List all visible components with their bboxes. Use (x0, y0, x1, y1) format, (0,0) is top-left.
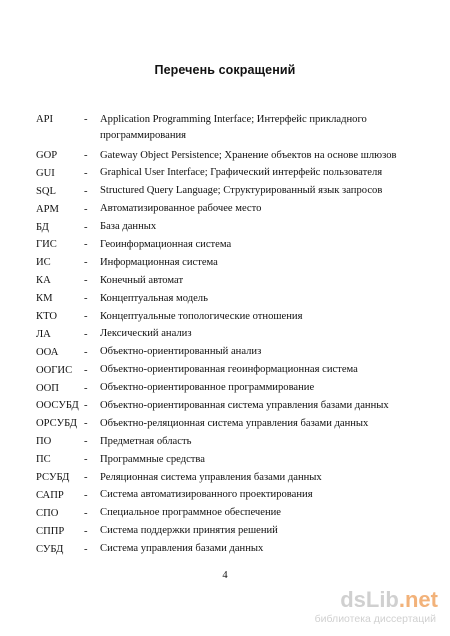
separator-dash: - (84, 507, 88, 519)
list-item (0, 328, 450, 346)
separator-dash: - (84, 418, 88, 430)
abbreviation-description: Объектно-реляционная система управления базами данных (100, 417, 369, 429)
abbreviation-description: Автоматизированное рабочее место (100, 203, 262, 215)
list-item (0, 238, 450, 256)
list-item (0, 399, 450, 417)
separator-dash: - (84, 167, 88, 179)
separator-dash: - (84, 400, 88, 412)
abbreviation-list (0, 113, 450, 560)
list-item (0, 507, 450, 525)
abbreviation-description: Система автоматизированного проектирования (100, 489, 313, 501)
list-item (0, 417, 450, 435)
separator-dash: - (84, 472, 88, 484)
abbreviation-term: ИС (36, 257, 51, 269)
page-title: Перечень сокращений (154, 63, 296, 77)
abbreviation-description: Лексический анализ (100, 328, 192, 340)
abbreviation-term: РСУБД (36, 472, 70, 484)
abbreviation-description: Предметная область (100, 435, 192, 447)
separator-dash: - (84, 454, 88, 466)
abbreviation-term: ЛА (36, 328, 51, 340)
list-item (0, 346, 450, 364)
abbreviation-term: КТО (36, 311, 58, 323)
abbreviation-description: Реляционная система управления базами данных (100, 471, 322, 483)
separator-dash: - (84, 436, 88, 448)
abbreviation-term: ГИС (36, 239, 57, 251)
list-item (0, 489, 450, 507)
abbreviation-description: Application Programming Interface; Интерфейс прикладного программирования (100, 113, 367, 141)
list-item (0, 167, 450, 185)
list-item (0, 471, 450, 489)
watermark-subtitle: библиотека диссертаций (314, 613, 436, 625)
abbreviation-description: База данных (100, 221, 157, 233)
list-item (0, 382, 450, 400)
abbreviation-description: Объектно-ориентированный анализ (100, 346, 262, 358)
abbreviation-term: БД (36, 221, 49, 233)
watermark-logo (308, 588, 438, 628)
abbreviation-description: Gateway Object Persistence; Хранение объектов на основе шлюзов (100, 149, 397, 161)
abbreviation-term: SQL (36, 185, 57, 197)
separator-dash: - (84, 257, 88, 269)
list-item (0, 435, 450, 453)
watermark-logo-text (340, 588, 438, 612)
list-item (0, 525, 450, 543)
abbreviation-term: GUI (36, 167, 55, 179)
abbreviation-term: API (36, 114, 54, 125)
abbreviation-description: Graphical User Interface; Графический интерфейс пользователя (100, 167, 383, 179)
page-number: 4 (222, 570, 228, 581)
separator-dash: - (84, 364, 88, 376)
watermark-logo-suffix: .net (398, 587, 438, 612)
separator-dash: - (84, 346, 88, 358)
abbreviation-description: Система управления базами данных (100, 543, 264, 555)
abbreviation-term: СУБД (36, 543, 64, 555)
abbreviation-term: КМ (36, 293, 53, 305)
abbreviation-term: ООГИС (36, 364, 73, 376)
separator-dash: - (84, 311, 88, 323)
abbreviation-term: АРМ (36, 203, 59, 215)
list-item (0, 256, 450, 274)
list-item (0, 292, 450, 310)
separator-dash: - (84, 150, 88, 161)
abbreviation-term: ООА (36, 346, 59, 358)
list-item (0, 149, 450, 167)
abbreviation-term: СПО (36, 507, 59, 519)
watermark-logo-main: dsLib (340, 587, 399, 612)
abbreviation-description: Информационная система (100, 256, 218, 268)
list-item (0, 543, 450, 561)
list-item (0, 364, 450, 382)
abbreviation-description: Объектно-ориентированная система управления базами данных (100, 399, 389, 411)
abbreviation-term: САПР (36, 489, 64, 501)
separator-dash: - (84, 382, 88, 394)
separator-dash: - (84, 203, 88, 215)
abbreviation-term: ООСУБД (36, 400, 79, 412)
abbreviation-description: Система поддержки принятия решений (100, 525, 278, 537)
separator-dash: - (84, 543, 88, 555)
list-item (0, 453, 450, 471)
abbreviation-term: ОРСУБД (36, 418, 78, 430)
separator-dash: - (84, 185, 88, 197)
separator-dash: - (84, 525, 88, 537)
separator-dash: - (84, 489, 88, 501)
abbreviation-term: ПО (36, 436, 52, 448)
abbreviation-description: Программные средства (100, 453, 205, 465)
abbreviation-term: GOP (36, 150, 58, 161)
abbreviation-term: КА (36, 275, 51, 287)
separator-dash: - (84, 275, 88, 287)
abbreviation-description: Structured Query Language; Структурированный язык запросов (100, 185, 383, 197)
abbreviation-description: Объектно-ориентированная геоинформационная система (100, 364, 358, 376)
list-item (0, 274, 450, 292)
list-item (0, 310, 450, 328)
abbreviation-description: Специальное программное обеспечение (100, 507, 281, 519)
list-item (0, 113, 450, 149)
list-item (0, 185, 450, 203)
abbreviation-description: Концептуальная модель (100, 292, 208, 304)
abbreviation-term: ПС (36, 454, 51, 466)
abbreviation-description: Объектно-ориентированное программирование (100, 382, 315, 394)
abbreviation-description: Конечный автомат (100, 274, 184, 286)
list-item (0, 221, 450, 239)
separator-dash: - (84, 293, 88, 305)
abbreviation-term: ООП (36, 382, 59, 394)
separator-dash: - (84, 239, 88, 251)
abbreviation-term: СППР (36, 525, 65, 537)
abbreviation-description: Концептуальные топологические отношения (100, 310, 303, 322)
separator-dash: - (84, 328, 88, 340)
separator-dash: - (84, 114, 88, 125)
separator-dash: - (84, 221, 88, 233)
abbreviation-description: Геоинформационная система (100, 238, 232, 250)
list-item (0, 203, 450, 221)
